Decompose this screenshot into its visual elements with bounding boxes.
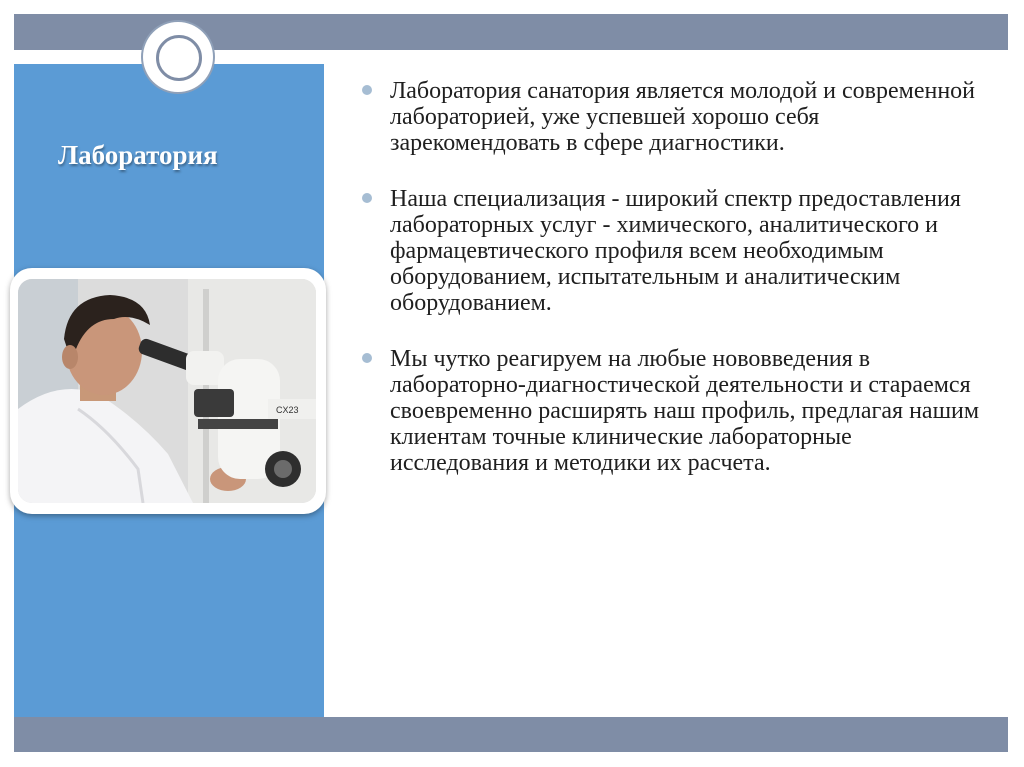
slide-title: Лаборатория: [58, 140, 218, 170]
bullet-item: [362, 346, 982, 476]
microscope-label: CX23: [276, 405, 299, 415]
bullet-text: Лаборатория санатория является молодой и современной лабораторией, уже успевшей хорошо себя зарекомендовать в сфере диагностики.: [390, 78, 976, 156]
person-at-microscope-photo: [18, 279, 316, 503]
bottom-bar: [14, 717, 1008, 752]
bullet-text: Наша специализация - широкий спектр предоставления лабораторных услуг - химического, аналитического и фармацевтического профиля всем необходимым оборудованием, испытательным и аналитическим оборудованием.: [390, 186, 961, 316]
bullet-dot-icon: [362, 85, 372, 95]
circle-ring-icon: [156, 35, 202, 81]
circle-badge-icon: [143, 22, 213, 92]
bullet-dot-icon: [362, 353, 372, 363]
bullet-item: [362, 78, 982, 156]
bullet-item: [362, 186, 982, 316]
content-top-strip: [324, 50, 1008, 64]
photo-frame: [10, 268, 326, 514]
bullet-dot-icon: [362, 193, 372, 203]
bullet-list: [362, 78, 982, 506]
bullet-text: Мы чутко реагируем на любые нововведения в лабораторно-диагностической деятельности и стараемся своевременно расширять наш профиль, предлагая нашим клиентам точные клинические лабораторные исследования и методики их расчета.: [390, 346, 980, 476]
